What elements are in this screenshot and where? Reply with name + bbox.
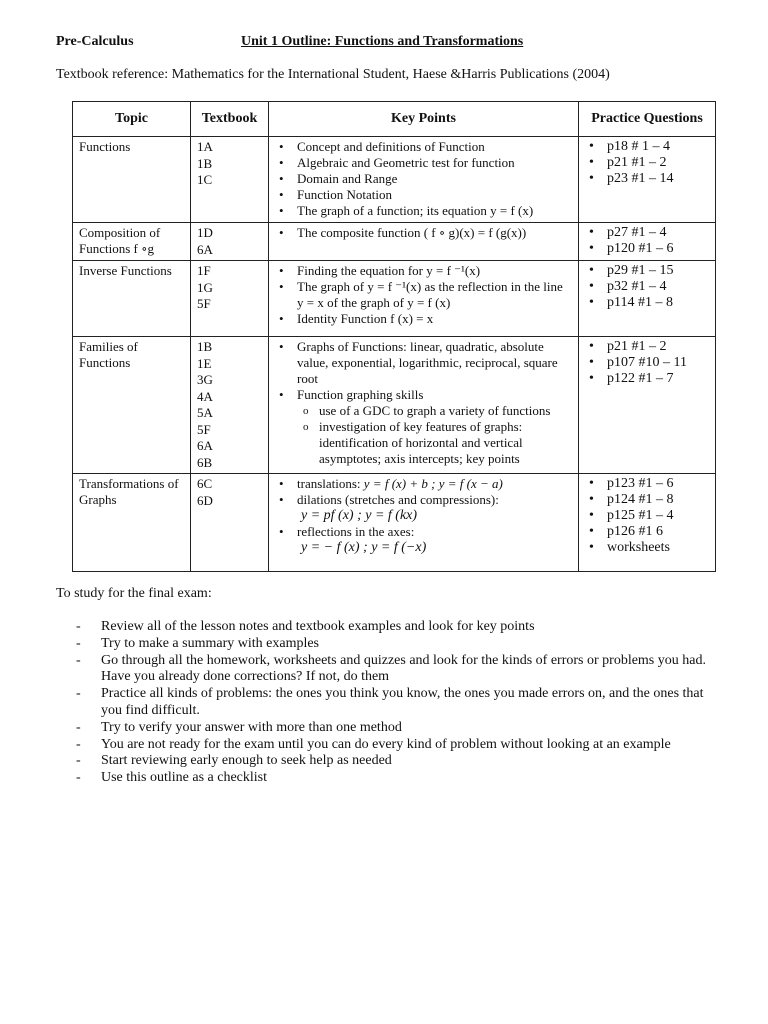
topic-cell: Families of Functions bbox=[73, 337, 191, 474]
key-point: • Graphs of Functions: linear, quadratic, absolute value, exponential, logarithmic, reciprocal, square root bbox=[297, 339, 572, 387]
list-item: - Review all of the lesson notes and textbook examples and look for key points bbox=[56, 619, 720, 636]
textbook-section: 1B bbox=[197, 339, 213, 354]
key-point bbox=[297, 387, 572, 467]
equation: y = − f (x) ; y = f (−x) bbox=[301, 540, 427, 555]
practice-item: • p123 #1 – 6 bbox=[607, 476, 709, 492]
header-key-points: Key Points bbox=[269, 102, 579, 137]
textbook-section: 6C bbox=[197, 476, 213, 491]
table-header-row bbox=[73, 102, 716, 137]
practice-item: • p32 #1 – 4 bbox=[607, 279, 709, 295]
textbook-section: 6B bbox=[197, 454, 213, 470]
textbook-cell bbox=[191, 337, 269, 474]
header-topic: Topic bbox=[73, 102, 191, 137]
practice-cell bbox=[579, 223, 716, 261]
key-points-cell bbox=[269, 137, 579, 223]
textbook-section: 3G bbox=[197, 372, 213, 387]
textbook-section: 1A bbox=[197, 139, 213, 154]
key-point: • Concept and definitions of Function bbox=[297, 139, 572, 155]
key-points-cell bbox=[269, 223, 579, 261]
textbook-section: 1D bbox=[197, 225, 213, 240]
key-points-cell bbox=[269, 337, 579, 474]
textbook-cell bbox=[191, 223, 269, 261]
key-point bbox=[297, 492, 572, 524]
textbook-section: 1C bbox=[197, 172, 213, 187]
practice-cell bbox=[579, 474, 716, 572]
sub-point: o use of a GDC to graph a variety of functions bbox=[319, 403, 572, 419]
course-name: Pre-Calculus bbox=[56, 34, 134, 49]
textbook-cell bbox=[191, 137, 269, 223]
list-item: - Go through all the homework, worksheets and quizzes and look for the kinds of errors or problems you had. Have you already done corrections? If not, do them bbox=[56, 653, 720, 687]
key-point: • Finding the equation for y = f ⁻¹(x) bbox=[297, 263, 572, 279]
textbook-section: 6A bbox=[197, 438, 213, 453]
study-heading: To study for the final exam: bbox=[56, 586, 212, 601]
textbook-cell bbox=[191, 474, 269, 572]
textbook-cell bbox=[191, 261, 269, 337]
textbook-section: 6D bbox=[197, 492, 213, 508]
page-title: Unit 1 Outline: Functions and Transformations bbox=[241, 34, 524, 49]
practice-cell bbox=[579, 137, 716, 223]
practice-item: • p124 #1 – 8 bbox=[607, 492, 709, 508]
practice-item: • p27 #1 – 4 bbox=[607, 225, 709, 241]
practice-item: • p21 #1 – 2 bbox=[607, 155, 709, 171]
key-point-label: reflections in the axes: bbox=[297, 524, 415, 539]
key-point: • The graph of y = f ⁻¹(x) as the reflection in the line y = x of the graph of y = f (x) bbox=[297, 279, 572, 311]
practice-item: • p107 #10 – 11 bbox=[607, 355, 709, 371]
topic-cell: Transformations of Graphs bbox=[73, 474, 191, 572]
practice-cell bbox=[579, 261, 716, 337]
practice-item: • p125 #1 – 4 bbox=[607, 508, 709, 524]
header-practice: Practice Questions bbox=[579, 102, 716, 137]
key-point-label: dilations (stretches and compressions): bbox=[297, 492, 499, 507]
list-item: - You are not ready for the exam until you can do every kind of problem without looking at an example bbox=[56, 737, 720, 754]
textbook-section: 5F bbox=[197, 296, 211, 311]
practice-item: • worksheets bbox=[607, 540, 709, 556]
list-item: - Start reviewing early enough to seek help as needed bbox=[56, 753, 720, 770]
textbook-section: 1E bbox=[197, 355, 212, 371]
table-row bbox=[73, 137, 716, 223]
textbook-section: 6A bbox=[197, 241, 213, 257]
practice-item: • p120 #1 – 6 bbox=[607, 241, 709, 257]
textbook-section: 1B bbox=[197, 155, 213, 171]
table-row bbox=[73, 261, 716, 337]
key-point-label: translations: bbox=[297, 476, 361, 491]
key-point bbox=[297, 476, 572, 492]
equation: y = pf (x) ; y = f (kx) bbox=[301, 508, 418, 523]
key-point: • Algebraic and Geometric test for function bbox=[297, 155, 572, 171]
practice-item: • p126 #1 6 bbox=[607, 524, 709, 540]
unit-outline-table bbox=[72, 101, 716, 572]
key-points-cell bbox=[269, 474, 579, 572]
practice-item: • p21 #1 – 2 bbox=[607, 339, 709, 355]
textbook-section: 5F bbox=[197, 421, 211, 437]
textbook-section: 1F bbox=[197, 263, 211, 278]
topic-cell: Inverse Functions bbox=[73, 261, 191, 337]
key-points-cell bbox=[269, 261, 579, 337]
textbook-section: 1G bbox=[197, 279, 213, 295]
sub-point: o investigation of key features of graphs: identification of horizontal and vertical asymptotes; axis intercepts; key points bbox=[319, 419, 572, 467]
table-row bbox=[73, 223, 716, 261]
textbook-reference: Textbook reference: Mathematics for the International Student, Haese &Harris Publications (2004) bbox=[56, 67, 610, 82]
table-row bbox=[73, 337, 716, 474]
key-point: • The graph of a function; its equation y = f (x) bbox=[297, 203, 572, 219]
key-point: • Identity Function f (x) = x bbox=[297, 311, 572, 327]
study-list bbox=[56, 619, 720, 787]
key-point: • The composite function ( f ∘ g)(x) = f (g(x)) bbox=[297, 225, 572, 241]
key-point: • Domain and Range bbox=[297, 171, 572, 187]
textbook-section: 4A bbox=[197, 388, 213, 404]
topic-cell: Composition of Functions f ∘g bbox=[73, 223, 191, 261]
practice-item: • p23 #1 – 14 bbox=[607, 171, 709, 187]
page-header bbox=[56, 34, 716, 54]
list-item: - Practice all kinds of problems: the ones you think you know, the ones you made errors on, and the ones that you find difficult. bbox=[56, 686, 720, 720]
topic-cell: Functions bbox=[73, 137, 191, 223]
list-item: - Use this outline as a checklist bbox=[56, 770, 720, 787]
list-item: - Try to make a summary with examples bbox=[56, 636, 720, 653]
equation: y = f (x) + b ; y = f (x − a) bbox=[363, 476, 503, 491]
practice-cell bbox=[579, 337, 716, 474]
key-point-label: Function graphing skills bbox=[297, 387, 424, 402]
practice-item: • p18 # 1 – 4 bbox=[607, 139, 709, 155]
textbook-section: 5A bbox=[197, 405, 213, 420]
practice-item: • p114 #1 – 8 bbox=[607, 295, 709, 311]
practice-item: • p29 #1 – 15 bbox=[607, 263, 709, 279]
list-item: - Try to verify your answer with more than one method bbox=[56, 720, 720, 737]
key-point bbox=[297, 524, 572, 556]
key-point: • Function Notation bbox=[297, 187, 572, 203]
practice-item: • p122 #1 – 7 bbox=[607, 371, 709, 387]
table-row bbox=[73, 474, 716, 572]
header-textbook: Textbook bbox=[191, 102, 269, 137]
